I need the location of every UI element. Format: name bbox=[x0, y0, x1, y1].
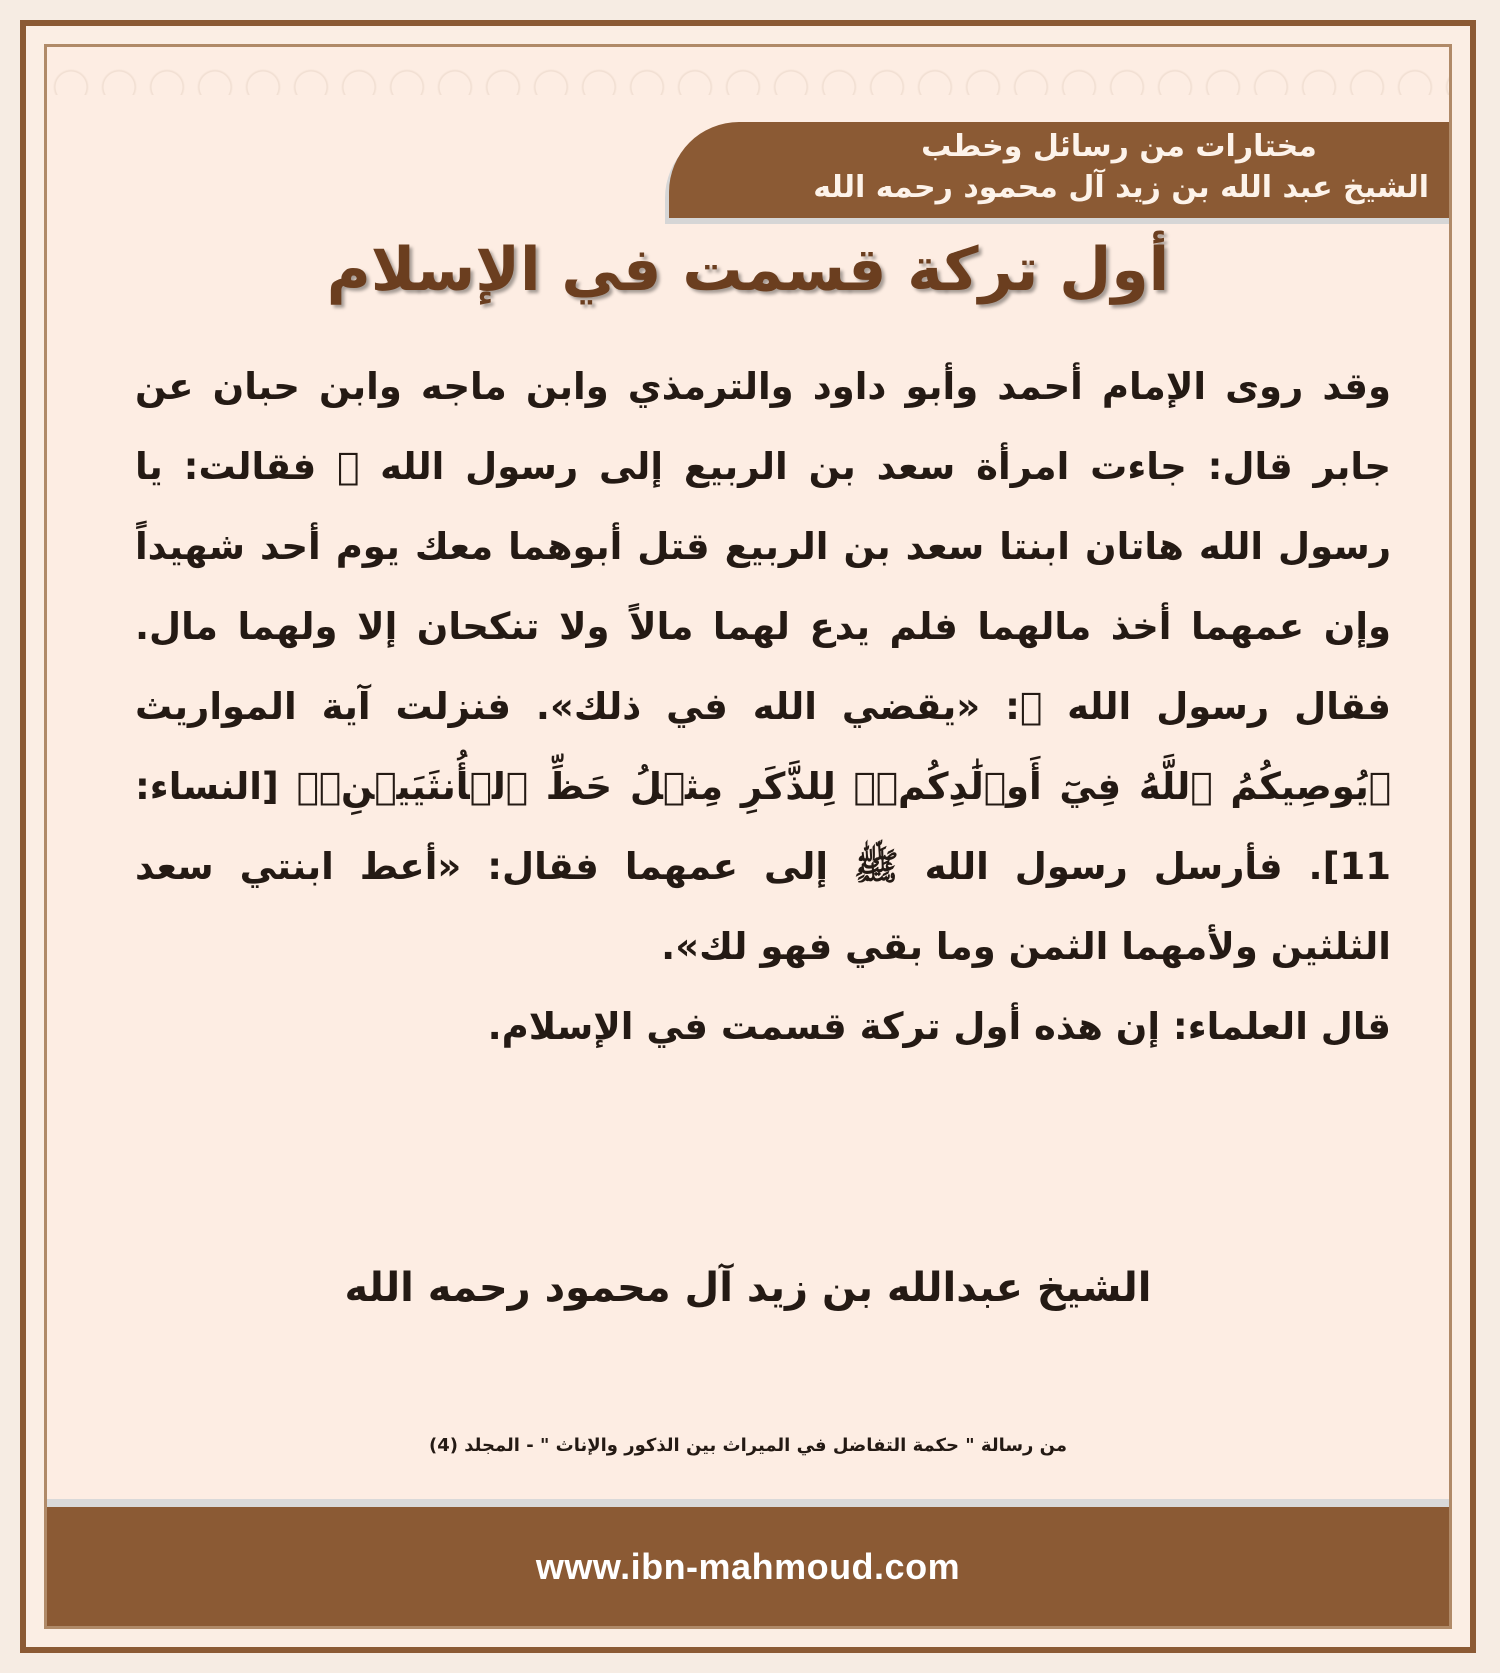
decorative-pattern bbox=[47, 47, 1449, 111]
source-citation: من رسالة " حكمة التفاضل في الميراث بين الذكور والإناث " - المجلد (4) bbox=[428, 1435, 1068, 1456]
header-banner bbox=[669, 122, 1449, 218]
footer-divider bbox=[47, 1499, 1449, 1507]
footer-bar bbox=[47, 1507, 1449, 1626]
inner-frame bbox=[44, 44, 1452, 1629]
page-title: أول تركة قسمت في الإسلام bbox=[326, 235, 1170, 305]
article-paragraph-1: وقد روى الإمام أحمد وأبو داود والترمذي وابن ماجه وابن حبان عن جابر قال: جاءت امرأة سعد بن الربيع إلى رسول الله ﷺ فقالت: يا رسول الله هاتان ابنتا سعد بن الربيع قتل أبوهما معك يوم أحد شهيداً وإن عمهما أخذ مالهما فلم يدع لهما مالاً ولا تنكحان إلا ولهما مال. فقال رسول الله ﷺ: «يقضي الله في ذلك». فنزلت آية المواريث ﴿يُوصِيكُمُ ٱللَّهُ فِيٓ أَوۡلَٰدِكُمۡۖ لِلذَّكَرِ مِثۡلُ حَظِّ ٱلۡأُنثَيَيۡنِۚ﴾ [النساء: 11]. فأرسل رسول الله ﷺ إلى عمهما فقال: «أعط ابنتي سعد الثلثين ولأمهما الثمن وما بقي فهو لك». bbox=[135, 365, 1391, 968]
header-author: الشيخ عبد الله بن زيد آل محمود رحمه الله bbox=[813, 170, 1429, 205]
article-paragraph-2: قال العلماء: إن هذه أول تركة قسمت في الإسلام. bbox=[487, 1005, 1391, 1048]
website-link[interactable]: www.ibn-mahmoud.com bbox=[535, 1545, 961, 1587]
header-series-title: مختارات من رسائل وخطب bbox=[921, 129, 1317, 164]
author-signature: الشيخ عبدالله بن زيد آل محمود رحمه الله bbox=[344, 1265, 1152, 1311]
article-body bbox=[135, 347, 1391, 1067]
outer-frame bbox=[20, 20, 1476, 1653]
